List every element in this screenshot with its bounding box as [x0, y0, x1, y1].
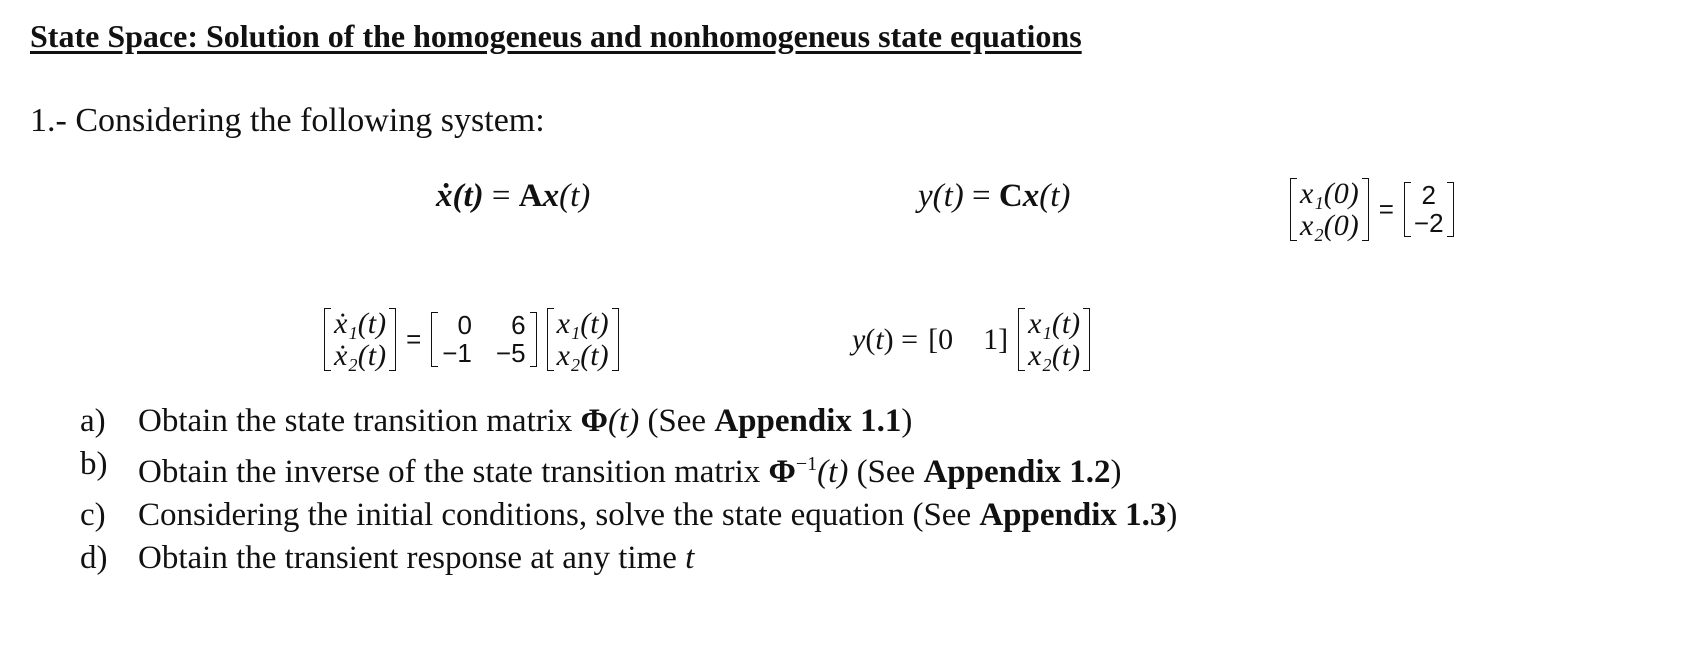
x1: x₁(t) [556, 307, 609, 340]
x2-initial: x₂(0) [1300, 208, 1359, 242]
list-item: c) Considering the initial conditions, solve the state equation (See Appendix 1.3) [80, 494, 1177, 537]
matrix-a-symbol: A [518, 178, 543, 214]
x1: x₁(t) [1028, 307, 1081, 340]
state-vector [1018, 308, 1090, 371]
equals-sign: = [972, 178, 991, 214]
output-matrix-c: [0 1] [928, 322, 1009, 356]
equals-sign: = [406, 324, 422, 354]
initial-state-vector [1290, 178, 1369, 241]
item-label: d) [80, 540, 108, 576]
state-equation [436, 178, 590, 215]
equals-sign: = [1378, 194, 1394, 224]
a11: 0 [457, 310, 472, 341]
time-arg: (t) [559, 178, 591, 214]
x1-initial: x₁(0) [1300, 177, 1359, 210]
output-equation [918, 178, 1070, 215]
matrix-c-symbol: C [998, 178, 1023, 214]
time-variable: t [685, 540, 695, 576]
list-item: a) Obtain the state transition matrix Φ(t) (See Appendix 1.1) [80, 400, 1177, 443]
state-vector [547, 308, 619, 371]
equals-sign: = [491, 178, 511, 214]
appendix-ref: Appendix 1.3 [979, 497, 1167, 533]
a22: −5 [495, 337, 526, 368]
state-derivative: ẋ(t) [436, 178, 484, 214]
list-item: b) Obtain the inverse of the state transition matrix $\Phi^{-1}(t)$ (See Appendix 1.2) [80, 443, 1177, 494]
inverse-exponent: −1 [795, 453, 818, 475]
state-vector-symbol: x [1022, 178, 1040, 214]
x2: x₂(t) [1028, 338, 1081, 372]
a21: −1 [442, 337, 472, 368]
c2: 1 [983, 322, 999, 356]
x2-dot: ẋ₂(t) [334, 338, 387, 372]
list-item: d) Obtain the transient response at any time t [80, 537, 1177, 580]
initial-values-vector [1404, 182, 1454, 237]
a12: 6 [511, 310, 526, 341]
state-derivative-vector [324, 308, 396, 371]
output-matrix-equation [852, 308, 1090, 371]
system-matrix-a [431, 312, 536, 367]
appendix-ref: Appendix 1.1 [714, 403, 902, 439]
state-matrix-equation [324, 308, 619, 371]
phi-symbol: Φ [768, 454, 796, 490]
initial-conditions [1290, 178, 1454, 241]
state-vector-symbol: x [542, 178, 560, 214]
output-lhs: y(t) = [852, 322, 919, 356]
initial-value-2: −2 [1413, 207, 1444, 238]
task-list [80, 400, 1177, 580]
appendix-ref: Appendix 1.2 [923, 454, 1111, 490]
problem-intro: 1.- Considering the following system: [30, 102, 545, 139]
item-label: c) [80, 497, 106, 533]
item-label: b) [80, 446, 108, 482]
initial-value-1: 2 [1421, 180, 1436, 211]
x1-dot: ẋ₁(t) [334, 307, 387, 340]
phi-symbol: Φ [580, 403, 609, 439]
item-label: a) [80, 403, 106, 439]
page-title: State Space: Solution of the homogeneus and nonhomogeneus state equations [30, 18, 1082, 54]
output-symbol: y(t) [918, 178, 964, 214]
time-arg: (t) [1039, 178, 1071, 214]
c1: 0 [938, 322, 954, 356]
x2: x₂(t) [556, 338, 609, 372]
